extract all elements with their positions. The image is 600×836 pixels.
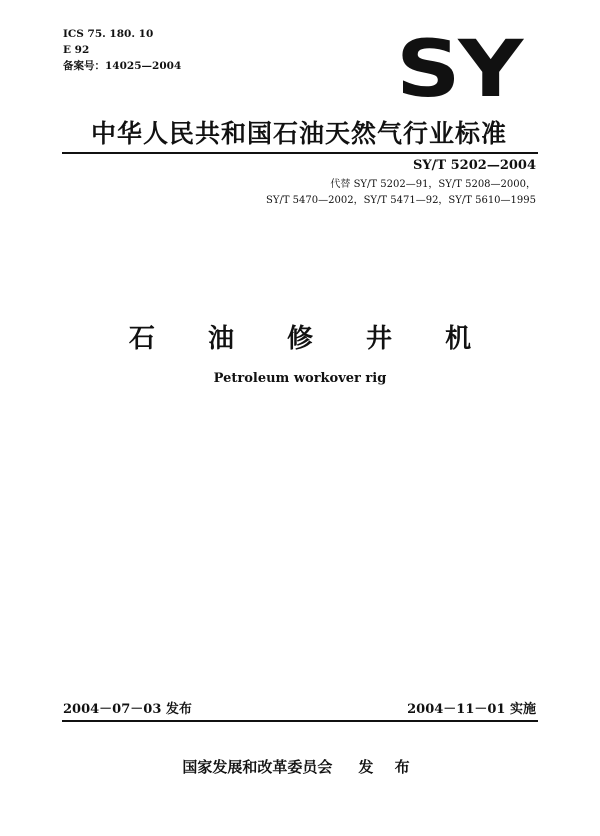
implementation-date: 2004－11－01 实施 — [407, 702, 536, 717]
issue-date: 2004－07－03 发布 — [63, 702, 192, 717]
sy-logo: SY — [396, 25, 521, 115]
publisher-name: 国家发展和改革委员会 — [182, 758, 333, 776]
organization-title: 中华人民共和国石油天然气行业标准 — [91, 119, 508, 148]
ccs-code: E 92 — [63, 44, 90, 56]
replaces-line-2: SY/T 5470—2002，SY/T 5471—92，SY/T 5610—1995 — [266, 195, 536, 206]
replaces-line-1: 代替 SY/T 5202—91，SY/T 5208—2000， — [330, 179, 536, 190]
record-number: 备案号：14025—2004 — [63, 60, 182, 72]
publisher-line — [0, 756, 600, 777]
chinese-title: 石 油 修 井 机 — [128, 324, 494, 354]
bottom-divider — [62, 720, 538, 722]
publish-word: 发 布 — [358, 758, 418, 776]
top-divider — [62, 152, 538, 154]
english-title: Petroleum workover rig — [213, 371, 387, 386]
ics-code: ICS 75. 180. 10 — [63, 28, 154, 40]
standard-number: SY/T 5202—2004 — [413, 158, 536, 173]
